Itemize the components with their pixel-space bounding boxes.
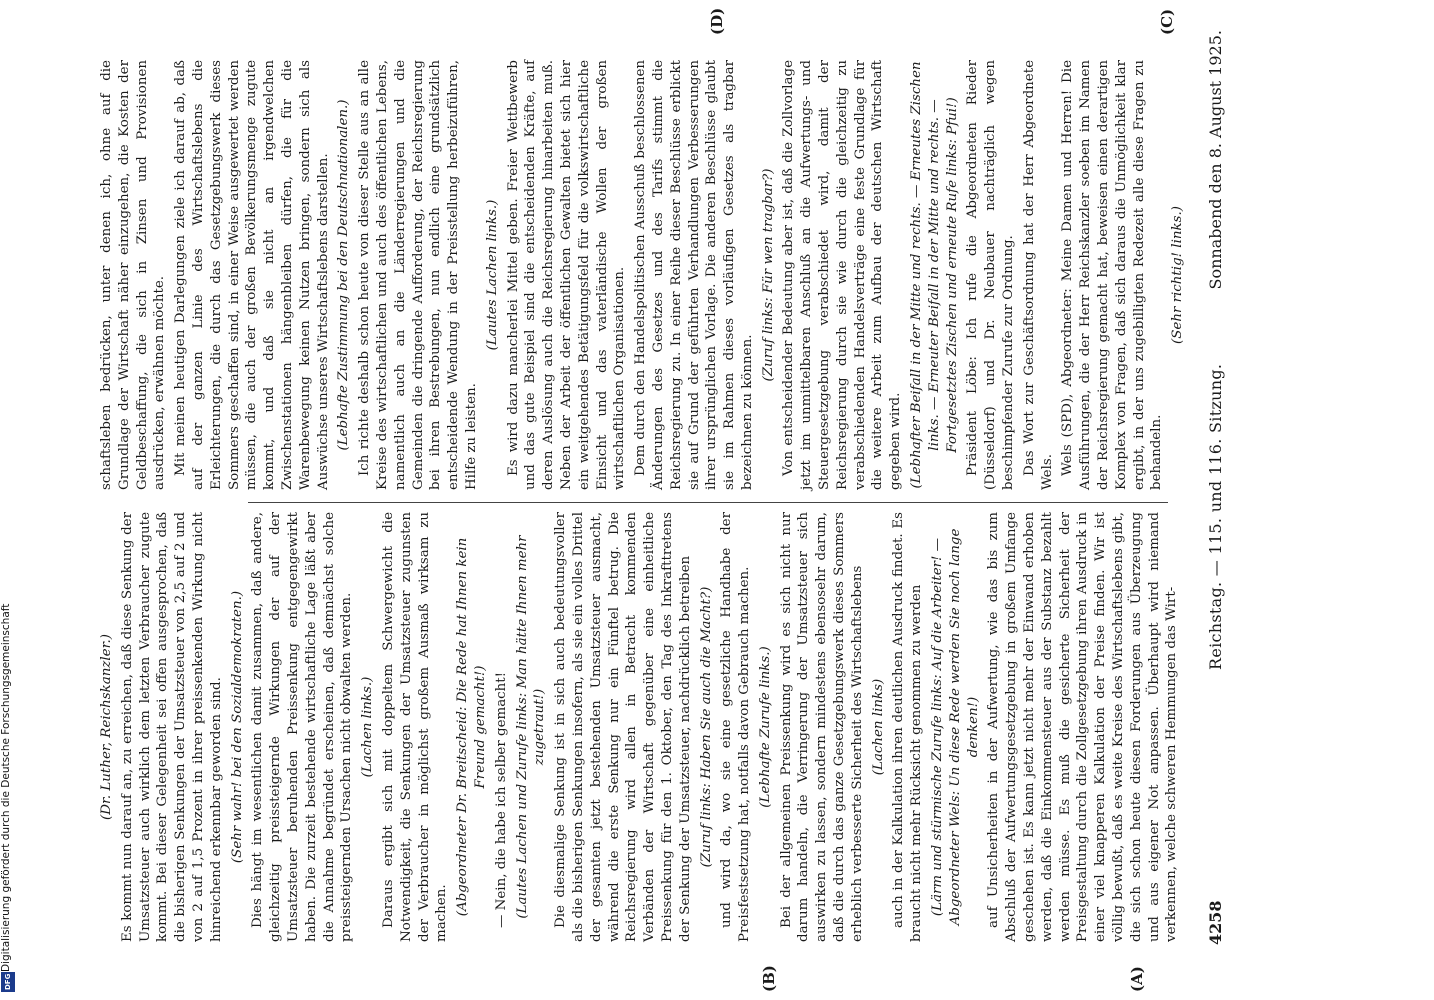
paragraph: Daraus ergibt sich mit doppeltem Schwergewicht die Notwendigkeit, die Senkungen der Umsatzsteuer zugunsten der Verbraucher in möglichst großem Ausmaß wirksam zu machen. [380, 512, 450, 942]
speaker-label: (Dr. Luther, Reichskanzler.) [99, 634, 114, 820]
paragraph: Mit meinen heutigen Darlegungen ziele ich darauf ab, daß auf der ganzen Linie des Wirtschaftslebens die Erleichterungen, die durch das Gesetzgebungswerk dieses Sommers geschaffen sind, in einer Weise ausgewertet werden müssen, die auch der großen Bevölkerungsmenge zugute kommt, und daß sie nicht an irgendwelchen Zwischenstationen hängenbleiben dürfen, die für die Warenbewegung keinen Nutzen bringen, sondern sich als Auswüchse unseres Wirtschaftslebens darstellen. [173, 60, 331, 490]
interjection: (Lebhafte Zurufe links.) [757, 646, 773, 808]
right-column [98, 60, 1193, 490]
interjection: (Zuruf links: Für wen tragbar?) [760, 168, 776, 382]
interjection: (Lebhafter Beifall in der Mitte und rechts. — Erneutes Zischen links. — Erneuter Beifall in der Mitte und rechts. — Fortgesetztes Zischen und erneute Rufe links: Pfui!) [909, 61, 960, 489]
interjection: (Lautes Lachen links.) [484, 199, 500, 351]
paragraph: Von entscheidender Bedeutung aber ist, daß die Zollvorlage jetzt im unmittelbaren Anschluß an die Aufwertungs- und Steuergesetzgebung verabschiedet wird, damit der Reichsregierung durch sie wie durch die gleichzeitig zu verabschiedenden Handelsverträge eine feste Grundlage für die weitere Arbeit zum Aufbau der deutschen Wirtschaft gegeben wird. [781, 60, 904, 490]
interjection: (Sehr richtig! links.) [1170, 206, 1186, 344]
page-number: 4258 [1206, 900, 1225, 945]
margin-mark-d: (D) [708, 7, 726, 35]
paragraph: Wels (SPD), Abgeordneter: Meine Damen und Herren! Die Ausführungen, die der Herr Reichskanzler soeben im Namen der Reichsregierung gemacht hat, beweisen einen derartigen Komplex von Fragen, daß sich daraus die Unmöglichkeit klar ergibt, in der uns zugebilligten Redezeit alle diese Fragen zu behandeln. [1060, 60, 1165, 490]
margin-mark-b: (B) [760, 965, 778, 992]
interjection: (Abgeordneter Dr. Breitscheid: Die Rede hat Ihnen kein Freund gemacht!) [455, 537, 488, 917]
paragraph: Dies hängt im wesentlichen damit zusammen, daß andere, gleichzeitig preissteigernde Wirkungen der auf der Umsatzsteuer beruhenden Preissenkung entgegengewirkt haben. Die zurzeit bestehende wirtschaftliche Lage läßt aber die Annahme begründet erscheinen, daß demnächst solche preissteigernden Ursachen nicht obwalten werden. [250, 512, 355, 942]
paragraph: Es wird dazu mancherlei Mittel geben. Freier Wettbewerb und das gute Beispiel sind die entscheidenden Kräfte, auf deren Auslösung auch die Reichsregierung hinarbeiten muß. Neben der Arbeit der öffentlichen Gewalten bietet sich hier ein weitgehendes Betätigungsfeld für die volkswirtschaftliche Einsicht und das vaterländische Wollen der großen wirtschaftlichen Organisationen. [505, 60, 628, 490]
margin-mark-a: (A) [1128, 966, 1146, 992]
column-divider [248, 502, 1168, 503]
paragraph: — Nein, die habe ich selber gemacht! [493, 671, 509, 928]
dfg-logo-text: DFG [1, 972, 15, 992]
interjection: (Zuruf links: Haben Sie auch die Macht?) [698, 586, 714, 868]
margin-mark-c: (C) [1158, 8, 1176, 35]
paragraph: schaftsleben bedrücken, unter denen ich, ohne auf die Grundlage der Wirtschaft näher einzugehen, die Kosten der Geldbeschaffung, die sich in Zinsen und Provisionen ausdrücken, erwähnen möchte. [99, 60, 168, 490]
paragraph: Das Wort zur Geschäftsordnung hat der Herr Abgeordnete Wels. [1021, 60, 1055, 490]
paragraph: auch in der Kalkulation ihren deutlichen Ausdruck findet. Es braucht nicht mehr Rücksicht genommen zu werden [891, 512, 925, 942]
left-column [98, 512, 1193, 942]
document-page [98, 0, 1328, 1000]
paragraph: Es kommt nun darauf an, zu erreichen, daß diese Senkung der Umsatzsteuer auch wirklich dem letzten Verbraucher zugute kommt. Bei dieser Gelegenheit sei offen ausgesprochen, daß die bisherigen Senkungen der Umsatzsteuer von 2,5 auf 2 und von 2 auf 1,5 Prozent in ihrer preissenkenden Wirkung nicht hinreichend erkennbar geworden sind. [119, 512, 224, 942]
paragraph: Die diesmalige Senkung ist in sich auch bedeutungsvoller als die bisherigen Senkungen insofern, als sie ein volles Drittel der gesamten jetzt bestehenden Umsatzsteuer ausmacht, während die erste Senkung nur ein Fünftel betrug. Die Reichsregierung wird allen in Betracht kommenden Verbänden der Wirtschaft gegenüber eine einheitliche Preissenkung für den 1. Oktober, den Tag des Inkrafttretens der Senkung der Umsatzsteuer, nachdrücklich betreiben [553, 512, 693, 942]
interjection: (Lebhafte Zustimmung bei den Deutschnationalen.) [336, 99, 352, 451]
paragraph: Dem durch den Handelspolitischen Ausschuß beschlossenen Änderungen des Gesetzes und des Tarifs stimmt die Reichsregierung zu. In einer Reihe dieser Beschlüsse erblickt sie auf Grund der geführten Verhandlungen Verbesserungen ihrer ursprünglichen Vorlage. Die anderen Beschlüsse glaubt sie im Rahmen dieses vorläufigen Gesetzes als tragbar bezeichnen zu können. [633, 60, 755, 490]
digitization-credit: Digitalisierung gefördert durch die Deutsche Forschungsgemeinschaft [0, 603, 12, 972]
paragraph: auf Unsicherheiten in der Aufwertung, wie das bis zum Abschluß der Aufwertungsgesetzgebung in großem Umfange geschehen ist. Es kann jetzt nicht mehr der Einwand erhoben werden, daß die Einkommensteuer aus der Substanz bezahlt werden müsse. Es muß die gesicherte Sicherheit der Preisgestaltung durch die Zollgesetzgebung ihren Ausdruck in einer viel knapperen Kalkulation der Preise finden. Wir ist völlig bewußt, daß es weite Kreise des Wirtschaftslebens gibt, die sich schon heute diesen Forderungen aus Überzeugung und aus eigener Not anpassen. Überhaupt wird niemand verkennen, welche schweren Hemmungen das Wirt- [986, 512, 1180, 942]
interjection: (Lärm und stürmische Zurufe links: Auf die Arbeiter! — Abgeordneter Wels: Un diese Rede werden Sie noch lange denken!) [930, 528, 981, 926]
session-date: Sonnabend den 8. August 1925. [1206, 30, 1225, 290]
session-title: Reichstag. — 115. und 116. Sitzung. [1206, 363, 1225, 670]
interjection: (Lachen links) [870, 678, 886, 776]
paragraph: Bei der allgemeinen Preissenkung wird es sich nicht nur darum handeln, die Verringerung der Umsatzsteuer sich auswirken zu lassen, sondern mindestens ebensosehr darum, daß die durch das ganze Gesetzgebungswerk dieses Sommers erheblich verbesserte Sicherheit des Wirtschaftslebens [778, 512, 865, 942]
interjection: (Lachen links.) [360, 676, 376, 778]
paragraph: Präsident Löbe: Ich rufe die Abgeordneten Rieder (Düsseldorf) und Dr. Neubauer nachträglich wegen beschimpfender Zurufe zur Ordnung. [965, 60, 1017, 490]
page-header [1200, 0, 1240, 1000]
paragraph: und wird da, wo sie eine gesetzliche Handhabe der Preisfestsetzung hat, notfalls davon Gebrauch machen. [719, 512, 753, 942]
interjection: (Lautes Lachen und Zurufe links: Man hätte Ihnen mehr zugetraut!) [514, 535, 548, 919]
dfg-logo [1, 972, 15, 992]
paragraph: Ich richte deshalb schon heute von dieser Stelle aus an alle Kreise des wirtschaftlichen und auch des öffentlichen Lebens, namentlich auch an die Länderregierungen und die Gemeinden die dringende Aufforderung, der Reichsregierung bei ihren Bestrebungen, nun endlich eine grundsätzlich entscheidende Wendung in der Preisstellung herbeizuführen, Hilfe zu leisten. [357, 60, 479, 490]
interjection: (Sehr wahr! bei den Sozialdemokraten.) [229, 590, 245, 864]
